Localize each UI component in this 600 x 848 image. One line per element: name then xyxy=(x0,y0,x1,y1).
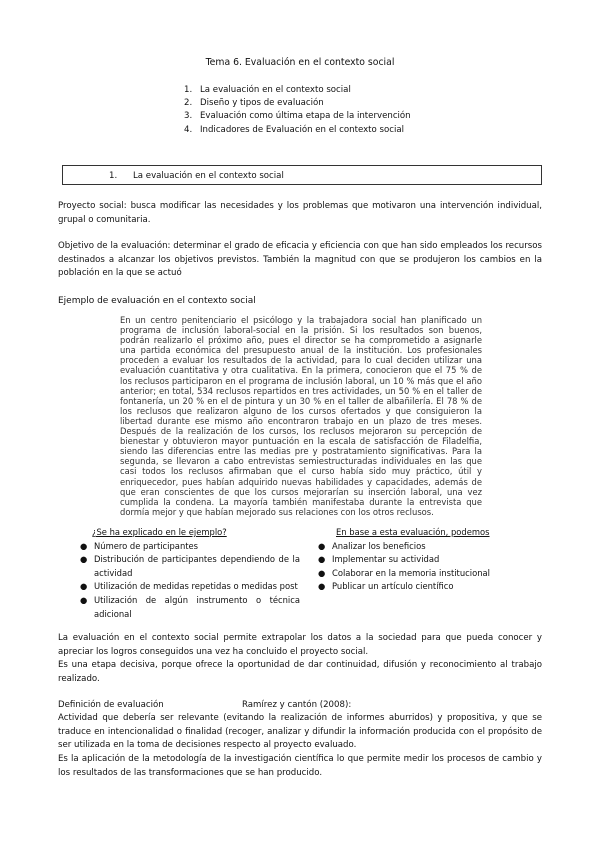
paragraph-definition-2: Es la aplicación de la metodología de la investigación científica lo que permite medir los procesos de cambio y los resultados de las transformaciones que se han producido. xyxy=(58,754,542,778)
paragraph-etapa: Es una etapa decisiva, porque ofrece la oportunidad de dar continuidad, difusión y reconocimiento al trabajo realizado. xyxy=(58,660,542,684)
toc-item: 2. Diseño y tipos de evaluación xyxy=(184,98,324,109)
right-column-heading: En base a esta evaluación, podemos xyxy=(336,527,490,537)
list-item: ● Colaborar en la memoria institucional xyxy=(318,567,490,578)
paragraph-definition-1: Actividad que debería ser relevante (evitando la realización de informes aburridos) y propositiva, y que se traduce en intencionalidad o finalidad (recoger, analizar y difundir la información producida con el propósito de ser utilizada en la toma de decisiones respecto al proyecto evaluado. xyxy=(58,713,542,751)
paragraph-extrapolar: La evaluación en el contexto social permite extrapolar los datos a la sociedad para que pueda conocer y apreciar los logros conseguidos una vez ha concluido el proyecto social. xyxy=(58,633,542,657)
list-item: ● Número de participantes xyxy=(80,540,199,551)
page-title: Tema 6. Evaluación en el contexto social xyxy=(205,57,395,68)
definition-label: Definición de evaluación xyxy=(58,700,164,710)
example-heading: Ejemplo de evaluación en el contexto social xyxy=(58,296,256,306)
toc-item: 4. Indicadores de Evaluación en el contexto social xyxy=(184,124,405,135)
list-item: ● Implementar su actividad xyxy=(318,554,440,565)
left-column-heading: ¿Se ha explicado en le ejemplo? xyxy=(92,527,227,537)
list-item: ● Utilización de medidas repetidas o medidas post xyxy=(80,581,298,592)
paragraph-proyecto: Proyecto social: busca modificar las necesidades y los problemas que motivaron una intervención individual, grupal o comunitaria. xyxy=(58,201,542,225)
left-column xyxy=(80,526,300,621)
table-of-contents xyxy=(184,84,411,137)
toc-item: 1. La evaluación en el contexto social xyxy=(184,85,351,95)
list-item: ● Distribución de participantes dependiendo de la actividad xyxy=(80,554,300,578)
toc-item: 3. Evaluación como última etapa de la intervención xyxy=(184,111,411,122)
paragraph-objetivo: Objetivo de la evaluación: determinar el grado de eficacia y eficiencia con que han sido empleados los recursos destinados a alcanzar los objetivos previstos. También la magnitud con que se produjeron los cambios en la población en la que se actuó xyxy=(58,241,542,279)
list-item: ● Utilización de algún instrumento o técnica adicional xyxy=(80,594,300,619)
right-column xyxy=(318,526,542,594)
section-number: 1. xyxy=(109,171,118,181)
list-item: ● Analizar los beneficios xyxy=(318,540,426,551)
definition-line xyxy=(58,699,542,713)
definition-author: Ramírez y cantón (2008): xyxy=(242,700,352,710)
section-title: La evaluación en el contexto social xyxy=(133,171,284,181)
list-item: ● Publicar un artículo científico xyxy=(318,581,454,592)
example-quote: En un centro penitenciario el psicólogo y la trabajadora social han planificado un programa de inclusión laboral-social en la prisión. Si los resultados son buenos, podrán realizarlo el próximo año, pues el director se ha comprometido a asignarle una partida económica del presupuesto anual de la institución. Los profesionales proceden a evaluar los resultados de la actividad, para lo cual deciden utilizar una evaluación cuantitativa y otra cualitativa. En la primera, conocieron que el 75 % de los reclusos participaron en el programa de inclusión laboral, un 10 % más que el año anterior; en total, 534 reclusos repartidos en tres actividades, un 50 % en el taller de fontanería, un 20 % en el de pintura y un 30 % en el taller de albañilería. El 78 % de los reclusos que realizaron alguno de los cursos ofertados y que consiguieron la libertad durante ese mismo año encontraron trabajo en un plazo de tres meses. Después de la realización de los cursos, los reclusos mejoraron su percepción de bienestar y obtuvieron mayor puntuación en la escala de satisfacción de Filadelfia, siendo las diferencias entre las medias pre y postratamiento significativas. Para la segunda, se llevaron a cabo entrevistas semiestructuradas individuales en las que casi todos los reclusos afirmaban que el curso había sido muy práctico, útil y enriquecedor, pues habían adquirido nuevas habilidades y capacidades, además de que eran conscientes de que los cursos mejorarían su inserción laboral, una vez cumplida la condena. La mayoría también manifestaba durante la entrevista que dormía mejor y que habían mejorado sus relaciones con los otros reclusos. xyxy=(120,315,482,517)
section-heading-box xyxy=(62,165,542,185)
